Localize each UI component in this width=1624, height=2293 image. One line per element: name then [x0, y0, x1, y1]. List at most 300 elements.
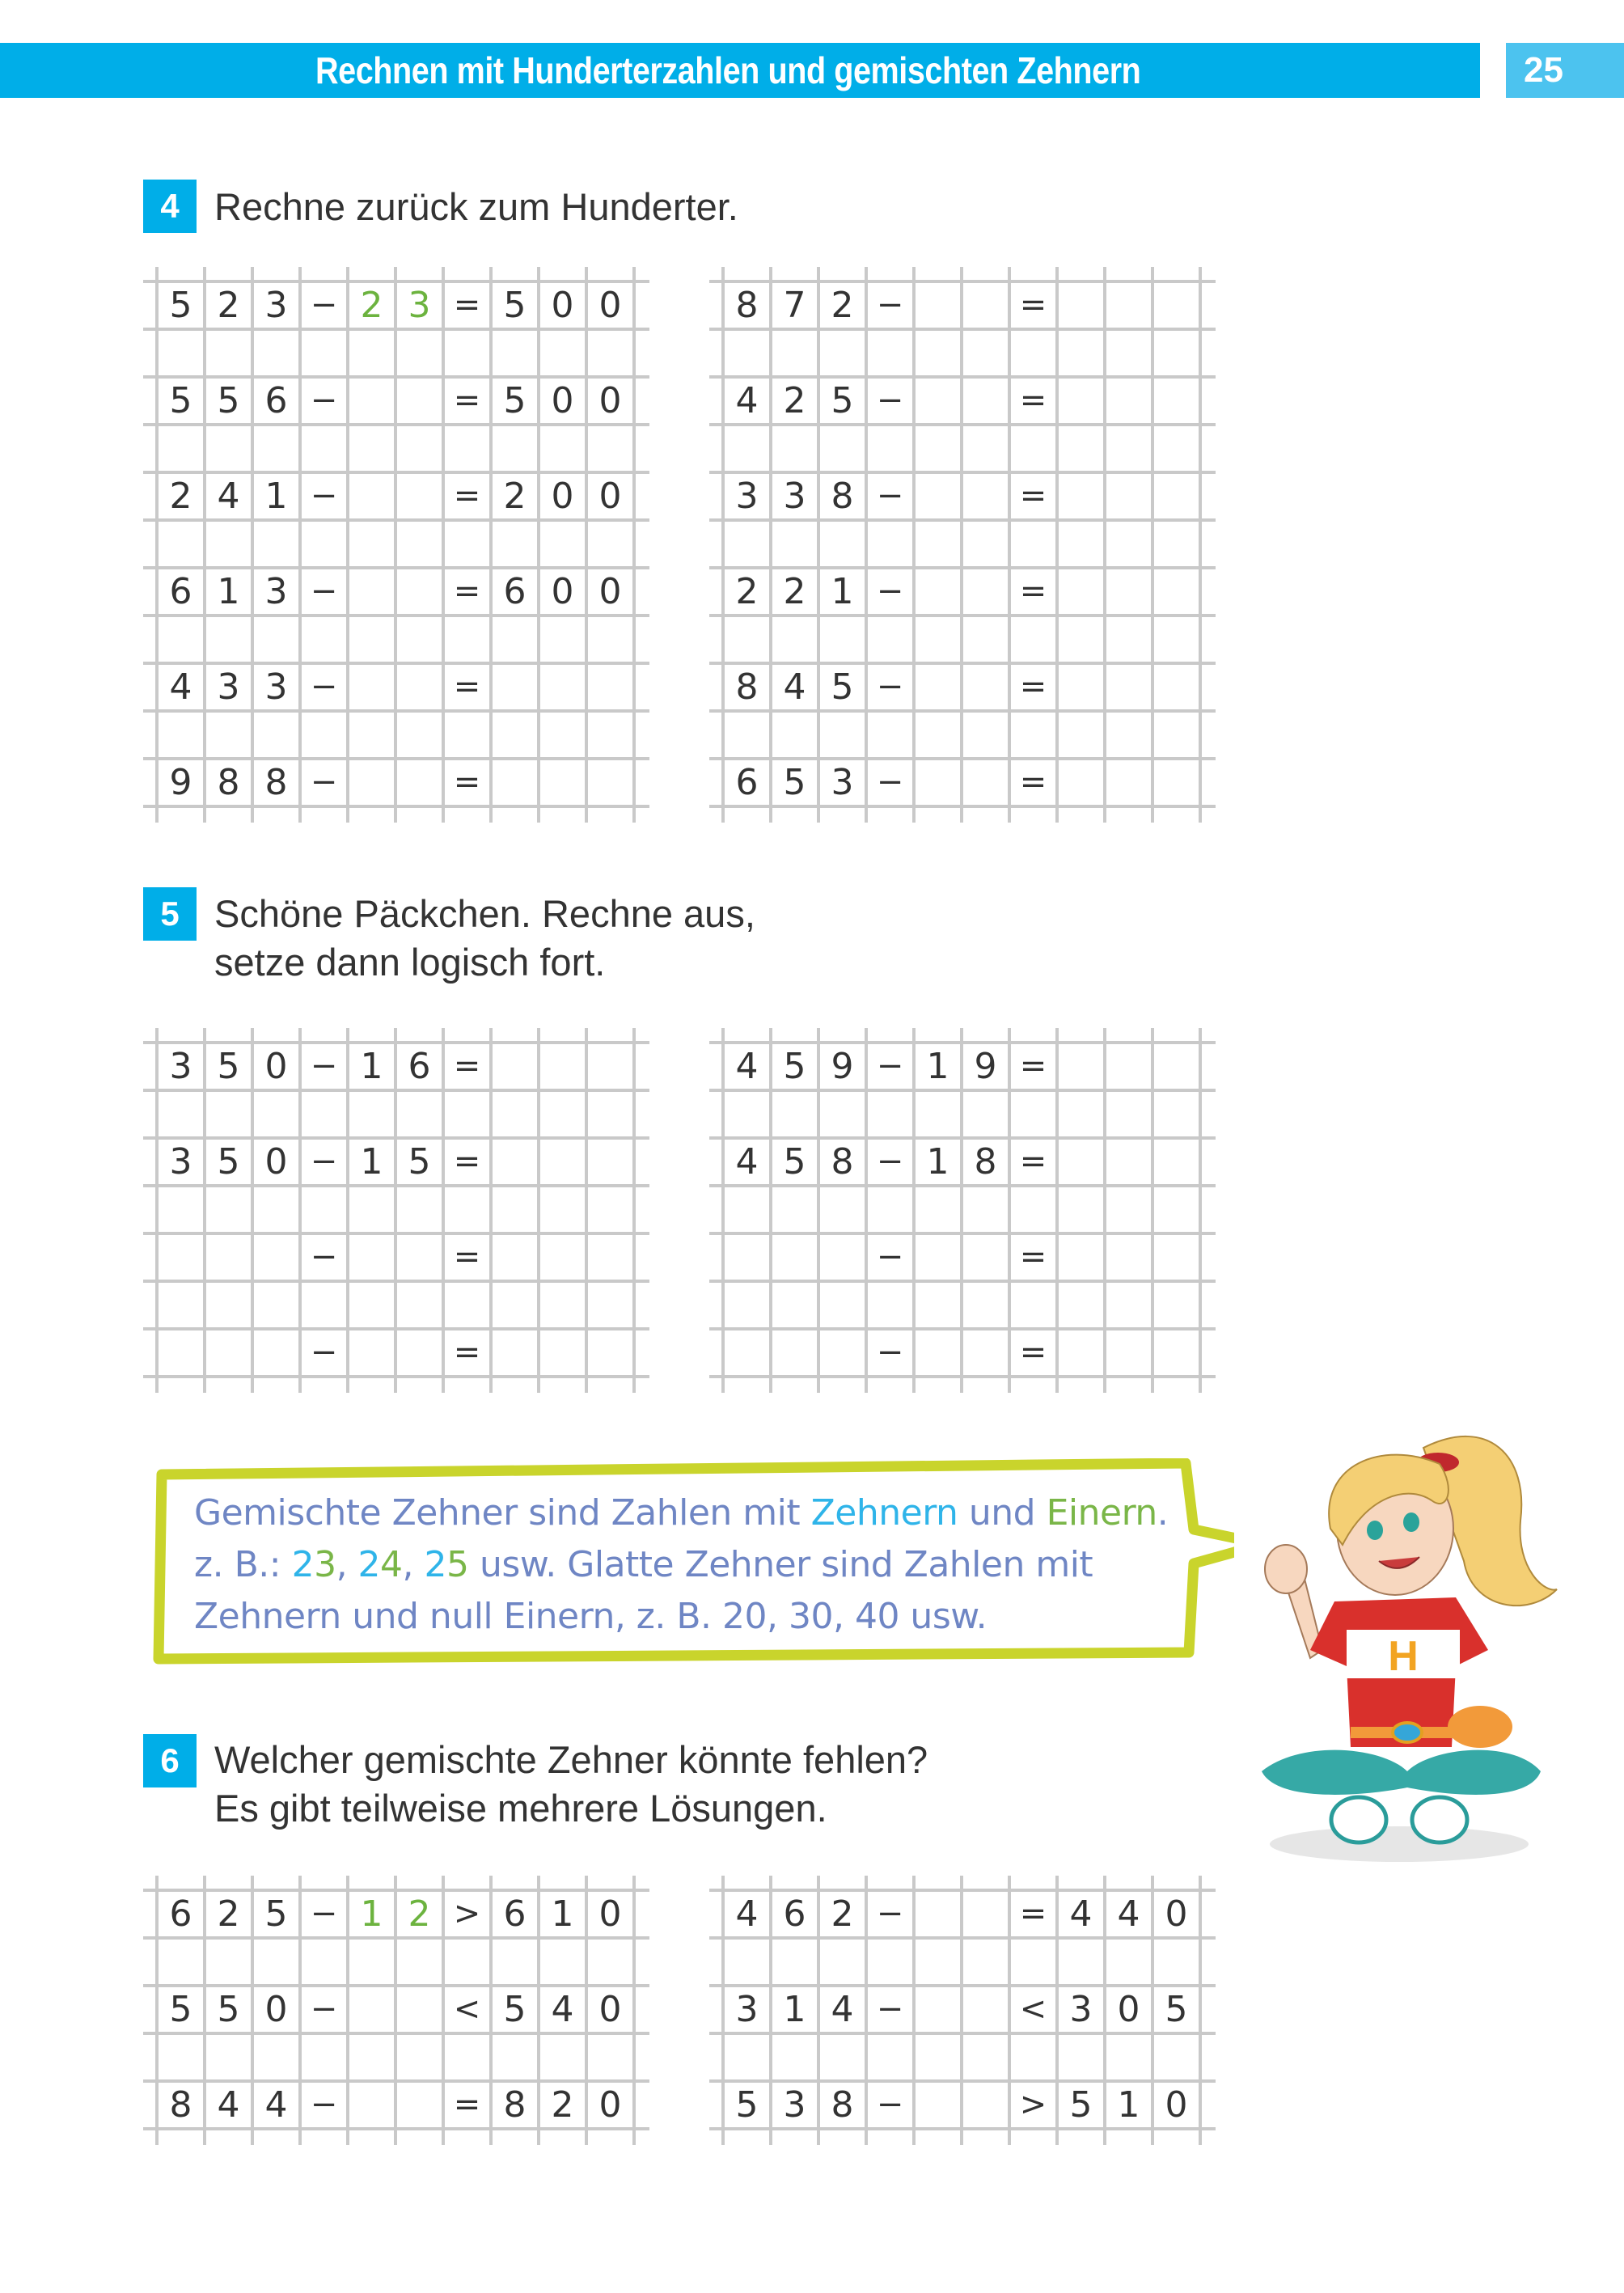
answer-cell[interactable]	[1105, 568, 1152, 616]
digit-cell: 0	[598, 285, 622, 326]
digit-cell: 3	[408, 285, 431, 326]
operator-cell: >	[453, 1895, 481, 1932]
info-line-1: Gemischte Zehner sind Zahlen mit Zehnern und Einern.	[194, 1492, 1169, 1534]
digit-cell: 9	[974, 1046, 997, 1087]
answer-cell[interactable]	[914, 472, 962, 520]
digit-cell: 3	[783, 2084, 806, 2126]
digit-cell: 5	[831, 380, 854, 421]
digit-cell: 4	[735, 1893, 759, 1935]
answer-cell[interactable]	[1105, 281, 1152, 329]
digit-cell: 6	[169, 571, 192, 612]
answer-cell[interactable]	[914, 1329, 962, 1377]
digit-cell: 5	[783, 1141, 806, 1182]
digit-cell: 5	[217, 1989, 240, 2030]
grid-line	[203, 267, 206, 823]
operator-cell: −	[876, 1991, 904, 2028]
digit-cell: 3	[264, 571, 288, 612]
operator-cell: −	[310, 382, 338, 419]
operator-cell: −	[876, 286, 904, 324]
task-6-grid-right	[709, 1876, 1216, 2145]
operator-cell: −	[310, 764, 338, 801]
digit-cell: 3	[1069, 1989, 1093, 2030]
digit-cell: 5	[264, 1893, 288, 1935]
task-5-grid-right	[709, 1028, 1216, 1393]
girl-character-icon	[1245, 1407, 1561, 1868]
operator-cell: −	[876, 1238, 904, 1276]
operator-cell: =	[1019, 286, 1047, 324]
answer-cell[interactable]	[962, 2081, 1009, 2129]
grid-line	[912, 267, 916, 823]
answer-cell[interactable]	[723, 1233, 771, 1281]
answer-cell[interactable]	[348, 568, 395, 616]
operator-cell: =	[1019, 1143, 1047, 1180]
operator-cell: =	[453, 2086, 481, 2123]
operator-cell: =	[453, 1238, 481, 1276]
answer-cell[interactable]	[586, 1138, 634, 1186]
answer-cell[interactable]	[962, 759, 1009, 806]
digit-cell: 0	[264, 1141, 288, 1182]
answer-cell[interactable]	[1152, 377, 1200, 425]
answer-cell[interactable]	[1057, 759, 1105, 806]
answer-cell[interactable]	[962, 1329, 1009, 1377]
digit-cell: 8	[264, 762, 288, 803]
digit-cell: 3	[217, 666, 240, 708]
operator-cell: =	[453, 1143, 481, 1180]
task-6-instruction-line-1: Welcher gemischte Zehner könnte fehlen?	[214, 1738, 928, 1781]
task-5-number: 5	[143, 887, 197, 941]
operator-cell: −	[310, 1143, 338, 1180]
digit-cell: 0	[1117, 1989, 1140, 2030]
digit-cell: 0	[598, 2084, 622, 2126]
answer-cell[interactable]	[348, 1233, 395, 1281]
operator-cell: −	[310, 1895, 338, 1932]
operator-cell: =	[1019, 668, 1047, 705]
digit-cell: 0	[264, 1046, 288, 1087]
operator-cell: =	[1019, 1895, 1047, 1932]
answer-cell[interactable]	[1152, 759, 1200, 806]
digit-cell: 3	[169, 1141, 192, 1182]
answer-cell[interactable]	[157, 1329, 205, 1377]
operator-cell: =	[1019, 573, 1047, 610]
grid-line	[632, 267, 636, 823]
answer-cell[interactable]	[771, 1233, 818, 1281]
answer-cell[interactable]	[1105, 663, 1152, 711]
digit-cell: 5	[503, 380, 527, 421]
answer-cell[interactable]	[491, 663, 539, 711]
answer-cell[interactable]	[491, 759, 539, 806]
answer-cell[interactable]	[539, 759, 586, 806]
digit-cell: 6	[783, 1893, 806, 1935]
grid-line	[1008, 267, 1011, 823]
operator-cell: −	[310, 668, 338, 705]
digit-cell: 6	[408, 1046, 431, 1087]
digit-cell: 4	[735, 1046, 759, 1087]
digit-cell: 4	[831, 1989, 854, 2030]
grid-line	[346, 267, 349, 823]
answer-cell[interactable]	[157, 1233, 205, 1281]
answer-cell[interactable]	[539, 1233, 586, 1281]
operator-cell: −	[876, 1047, 904, 1085]
digit-cell: 2	[503, 476, 527, 517]
operator-cell: =	[453, 1047, 481, 1085]
answer-cell[interactable]	[914, 1890, 962, 1938]
answer-cell[interactable]	[914, 2081, 962, 2129]
digit-cell: 5	[1069, 2084, 1093, 2126]
digit-cell: 5	[169, 1989, 192, 2030]
chapter-header-bar	[0, 43, 1480, 98]
grid-line	[1151, 267, 1154, 823]
digit-cell: 4	[264, 2084, 288, 2126]
task-6-grid-left	[143, 1876, 649, 2145]
grid-line	[960, 267, 963, 823]
shirt-letter: H	[1388, 1633, 1419, 1680]
digit-cell: 2	[551, 2084, 574, 2126]
girl-character-illustration	[1245, 1407, 1561, 1868]
answer-cell[interactable]	[348, 472, 395, 520]
answer-cell[interactable]	[914, 1986, 962, 2033]
operator-cell: −	[876, 1895, 904, 1932]
digit-cell: 3	[831, 762, 854, 803]
digit-cell: 5	[735, 2084, 759, 2126]
word-zehnern: Zehnern	[810, 1492, 958, 1534]
digit-cell: 0	[264, 1989, 288, 2030]
grid-line	[585, 267, 588, 823]
operator-cell: =	[453, 286, 481, 324]
answer-cell[interactable]	[205, 1329, 252, 1377]
answer-cell[interactable]	[962, 472, 1009, 520]
operator-cell: =	[1019, 1238, 1047, 1276]
answer-cell[interactable]	[1152, 472, 1200, 520]
digit-cell: 4	[735, 380, 759, 421]
digit-cell: 1	[831, 571, 854, 612]
digit-cell: 0	[1165, 1893, 1188, 1935]
digit-cell: 4	[1069, 1893, 1093, 1935]
operator-cell: =	[1019, 1047, 1047, 1085]
digit-cell: 8	[831, 2084, 854, 2126]
grid-line	[298, 267, 302, 823]
answer-cell[interactable]	[1057, 1043, 1105, 1090]
info-text	[194, 1487, 1168, 1643]
grid-line	[442, 267, 445, 823]
digit-cell: 1	[926, 1046, 949, 1087]
digit-cell: 2	[831, 1893, 854, 1935]
digit-cell: 0	[598, 1989, 622, 2030]
operator-cell: =	[453, 1334, 481, 1371]
operator-cell: =	[1019, 477, 1047, 514]
digit-cell: 2	[217, 1893, 240, 1935]
grid-line	[489, 267, 493, 823]
digit-cell: 6	[735, 762, 759, 803]
operator-cell: −	[876, 382, 904, 419]
answer-cell[interactable]	[1105, 759, 1152, 806]
task-4-grid-right	[709, 267, 1216, 823]
operator-cell: −	[310, 1238, 338, 1276]
page-number: 25	[1524, 50, 1563, 90]
operator-cell: −	[876, 668, 904, 705]
digit-cell: 6	[169, 1893, 192, 1935]
operator-cell: −	[876, 477, 904, 514]
digit-cell: 4	[217, 2084, 240, 2126]
digit-cell: 1	[551, 1893, 574, 1935]
task-6-number: 6	[143, 1734, 197, 1787]
digit-cell: 2	[217, 285, 240, 326]
task-5-instruction-line-2: setze dann logisch fort.	[214, 941, 606, 984]
page-number-box	[1506, 43, 1624, 98]
grid-line	[1103, 267, 1106, 823]
answer-cell[interactable]	[1105, 472, 1152, 520]
answer-cell[interactable]	[252, 1329, 300, 1377]
answer-cell[interactable]	[252, 1233, 300, 1281]
answer-cell[interactable]	[1057, 663, 1105, 711]
info-speech-bubble	[150, 1458, 1184, 1659]
digit-cell: 2	[735, 571, 759, 612]
digit-cell: 8	[831, 476, 854, 517]
digit-cell: 3	[783, 476, 806, 517]
digit-cell: 1	[360, 1141, 383, 1182]
operator-cell: −	[310, 477, 338, 514]
digit-cell: 4	[169, 666, 192, 708]
operator-cell: −	[876, 1334, 904, 1371]
answer-cell[interactable]	[491, 1329, 539, 1377]
answer-cell[interactable]	[1057, 377, 1105, 425]
answer-cell[interactable]	[539, 1138, 586, 1186]
operator-cell: <	[453, 1991, 481, 2028]
digit-cell: 4	[217, 476, 240, 517]
digit-cell: 5	[217, 380, 240, 421]
digit-cell: 3	[264, 666, 288, 708]
answer-cell[interactable]	[348, 2081, 395, 2129]
digit-cell: 9	[169, 762, 192, 803]
answer-cell[interactable]	[586, 1329, 634, 1377]
answer-cell[interactable]	[395, 377, 443, 425]
answer-cell[interactable]	[1152, 1329, 1200, 1377]
answer-cell[interactable]	[395, 568, 443, 616]
task-5-instruction-line-1: Schöne Päckchen. Rechne aus,	[214, 892, 755, 935]
operator-cell: −	[310, 286, 338, 324]
answer-cell[interactable]	[962, 663, 1009, 711]
operator-cell: −	[310, 1047, 338, 1085]
answer-cell[interactable]	[1105, 1233, 1152, 1281]
answer-cell[interactable]	[348, 1986, 395, 2033]
digit-cell: 5	[169, 285, 192, 326]
operator-cell: −	[876, 573, 904, 610]
digit-cell: 2	[408, 1893, 431, 1935]
digit-cell: 5	[217, 1046, 240, 1087]
digit-cell: 5	[783, 1046, 806, 1087]
operator-cell: −	[310, 573, 338, 610]
digit-cell: 8	[831, 1141, 854, 1182]
digit-cell: 3	[735, 476, 759, 517]
digit-cell: 6	[503, 571, 527, 612]
answer-cell[interactable]	[586, 1233, 634, 1281]
answer-cell[interactable]	[395, 2081, 443, 2129]
digit-cell: 0	[551, 571, 574, 612]
answer-cell[interactable]	[491, 1043, 539, 1090]
digit-cell: 6	[503, 1893, 527, 1935]
answer-cell[interactable]	[1152, 281, 1200, 329]
digit-cell: 5	[783, 762, 806, 803]
task-4-number: 4	[143, 180, 197, 233]
digit-cell: 0	[598, 571, 622, 612]
answer-cell[interactable]	[723, 1329, 771, 1377]
grid-line	[817, 267, 820, 823]
digit-cell: 8	[974, 1141, 997, 1182]
digit-cell: 4	[551, 1989, 574, 2030]
answer-cell[interactable]	[1152, 1233, 1200, 1281]
answer-cell[interactable]	[914, 663, 962, 711]
operator-cell: −	[310, 1334, 338, 1371]
answer-cell[interactable]	[491, 1138, 539, 1186]
answer-cell[interactable]	[962, 377, 1009, 425]
info-line-2: z. B.: 23, 24, 25 usw. Glatte Zehner sind Zahlen mit	[194, 1544, 1093, 1585]
answer-cell[interactable]	[395, 663, 443, 711]
digit-cell: 5	[831, 666, 854, 708]
operator-cell: −	[876, 1143, 904, 1180]
answer-cell[interactable]	[539, 1329, 586, 1377]
grid-line	[155, 267, 159, 823]
operator-cell: =	[1019, 1334, 1047, 1371]
answer-cell[interactable]	[1105, 1138, 1152, 1186]
answer-cell[interactable]	[771, 1329, 818, 1377]
answer-cell[interactable]	[1057, 1233, 1105, 1281]
digit-cell: 8	[503, 2084, 527, 2126]
digit-cell: 4	[1117, 1893, 1140, 1935]
answer-cell[interactable]	[1105, 1329, 1152, 1377]
answer-cell[interactable]	[586, 663, 634, 711]
digit-cell: 2	[831, 285, 854, 326]
answer-cell[interactable]	[1057, 472, 1105, 520]
answer-cell[interactable]	[914, 281, 962, 329]
digit-cell: 0	[1165, 2084, 1188, 2126]
digit-cell: 5	[169, 380, 192, 421]
operator-cell: =	[453, 668, 481, 705]
grid-line	[1199, 267, 1202, 823]
operator-cell: =	[453, 477, 481, 514]
answer-cell[interactable]	[914, 377, 962, 425]
operator-cell: =	[453, 764, 481, 801]
answer-cell[interactable]	[962, 1890, 1009, 1938]
answer-cell[interactable]	[586, 759, 634, 806]
digit-cell: 8	[217, 762, 240, 803]
digit-cell: 0	[551, 476, 574, 517]
task-4-grid-left	[143, 267, 649, 823]
answer-cell[interactable]	[1105, 377, 1152, 425]
digit-cell: 8	[735, 285, 759, 326]
operator-cell: =	[1019, 764, 1047, 801]
grid-line	[769, 267, 772, 823]
answer-cell[interactable]	[1057, 1329, 1105, 1377]
digit-cell: 5	[217, 1141, 240, 1182]
digit-cell: 2	[783, 380, 806, 421]
answer-cell[interactable]	[1057, 568, 1105, 616]
digit-cell: 1	[1117, 2084, 1140, 2126]
operator-cell: −	[310, 1991, 338, 2028]
answer-cell[interactable]	[1057, 281, 1105, 329]
digit-cell: 9	[831, 1046, 854, 1087]
answer-cell[interactable]	[539, 663, 586, 711]
digit-cell: 1	[926, 1141, 949, 1182]
digit-cell: 1	[360, 1893, 383, 1935]
answer-cell[interactable]	[395, 759, 443, 806]
answer-cell[interactable]	[395, 1233, 443, 1281]
answer-cell[interactable]	[962, 568, 1009, 616]
operator-cell: −	[876, 764, 904, 801]
digit-cell: 4	[735, 1141, 759, 1182]
task-5-grid-left	[143, 1028, 649, 1393]
answer-cell[interactable]	[539, 1043, 586, 1090]
grid-line	[1055, 267, 1059, 823]
answer-cell[interactable]	[205, 1233, 252, 1281]
operator-cell: >	[1019, 2086, 1047, 2123]
answer-cell[interactable]	[962, 1986, 1009, 2033]
operator-cell: =	[1019, 382, 1047, 419]
answer-cell[interactable]	[818, 1329, 866, 1377]
answer-cell[interactable]	[348, 759, 395, 806]
answer-cell[interactable]	[491, 1233, 539, 1281]
digit-cell: 1	[264, 476, 288, 517]
answer-cell[interactable]	[348, 663, 395, 711]
digit-cell: 1	[783, 1989, 806, 2030]
grid-line	[537, 267, 540, 823]
answer-cell[interactable]	[395, 1329, 443, 1377]
answer-cell[interactable]	[914, 568, 962, 616]
answer-cell[interactable]	[1152, 663, 1200, 711]
operator-cell: =	[453, 382, 481, 419]
digit-cell: 0	[551, 285, 574, 326]
answer-cell[interactable]	[962, 281, 1009, 329]
answer-cell[interactable]	[395, 1986, 443, 2033]
digit-cell: 0	[598, 1893, 622, 1935]
answer-cell[interactable]	[586, 1043, 634, 1090]
digit-cell: 0	[598, 380, 622, 421]
digit-cell: 5	[503, 1989, 527, 2030]
digit-cell: 5	[503, 285, 527, 326]
answer-cell[interactable]	[914, 759, 962, 806]
operator-cell: =	[453, 573, 481, 610]
grid-line	[865, 267, 868, 823]
operator-cell: −	[876, 2086, 904, 2123]
info-line-3: Zehnern und null Einern, z. B. 20, 30, 40 usw.	[194, 1596, 988, 1637]
digit-cell: 0	[551, 380, 574, 421]
digit-cell: 4	[783, 666, 806, 708]
digit-cell: 2	[360, 285, 383, 326]
digit-cell: 3	[735, 1989, 759, 2030]
answer-cell[interactable]	[818, 1233, 866, 1281]
operator-cell: <	[1019, 1991, 1047, 2028]
digit-cell: 3	[169, 1046, 192, 1087]
answer-cell[interactable]	[914, 1233, 962, 1281]
grid-line	[394, 267, 397, 823]
digit-cell: 1	[360, 1046, 383, 1087]
answer-cell[interactable]	[1152, 1043, 1200, 1090]
answer-cell[interactable]	[1105, 1043, 1152, 1090]
digit-cell: 5	[408, 1141, 431, 1182]
answer-cell[interactable]	[962, 1233, 1009, 1281]
digit-cell: 2	[169, 476, 192, 517]
digit-cell: 1	[217, 571, 240, 612]
answer-cell[interactable]	[395, 472, 443, 520]
answer-cell[interactable]	[1057, 1138, 1105, 1186]
answer-cell[interactable]	[348, 1329, 395, 1377]
operator-cell: −	[310, 2086, 338, 2123]
word-einern: Einern	[1046, 1492, 1157, 1534]
digit-cell: 7	[783, 285, 806, 326]
answer-cell[interactable]	[1152, 1138, 1200, 1186]
digit-cell: 3	[264, 285, 288, 326]
digit-cell: 6	[264, 380, 288, 421]
answer-cell[interactable]	[1152, 568, 1200, 616]
answer-cell[interactable]	[348, 377, 395, 425]
